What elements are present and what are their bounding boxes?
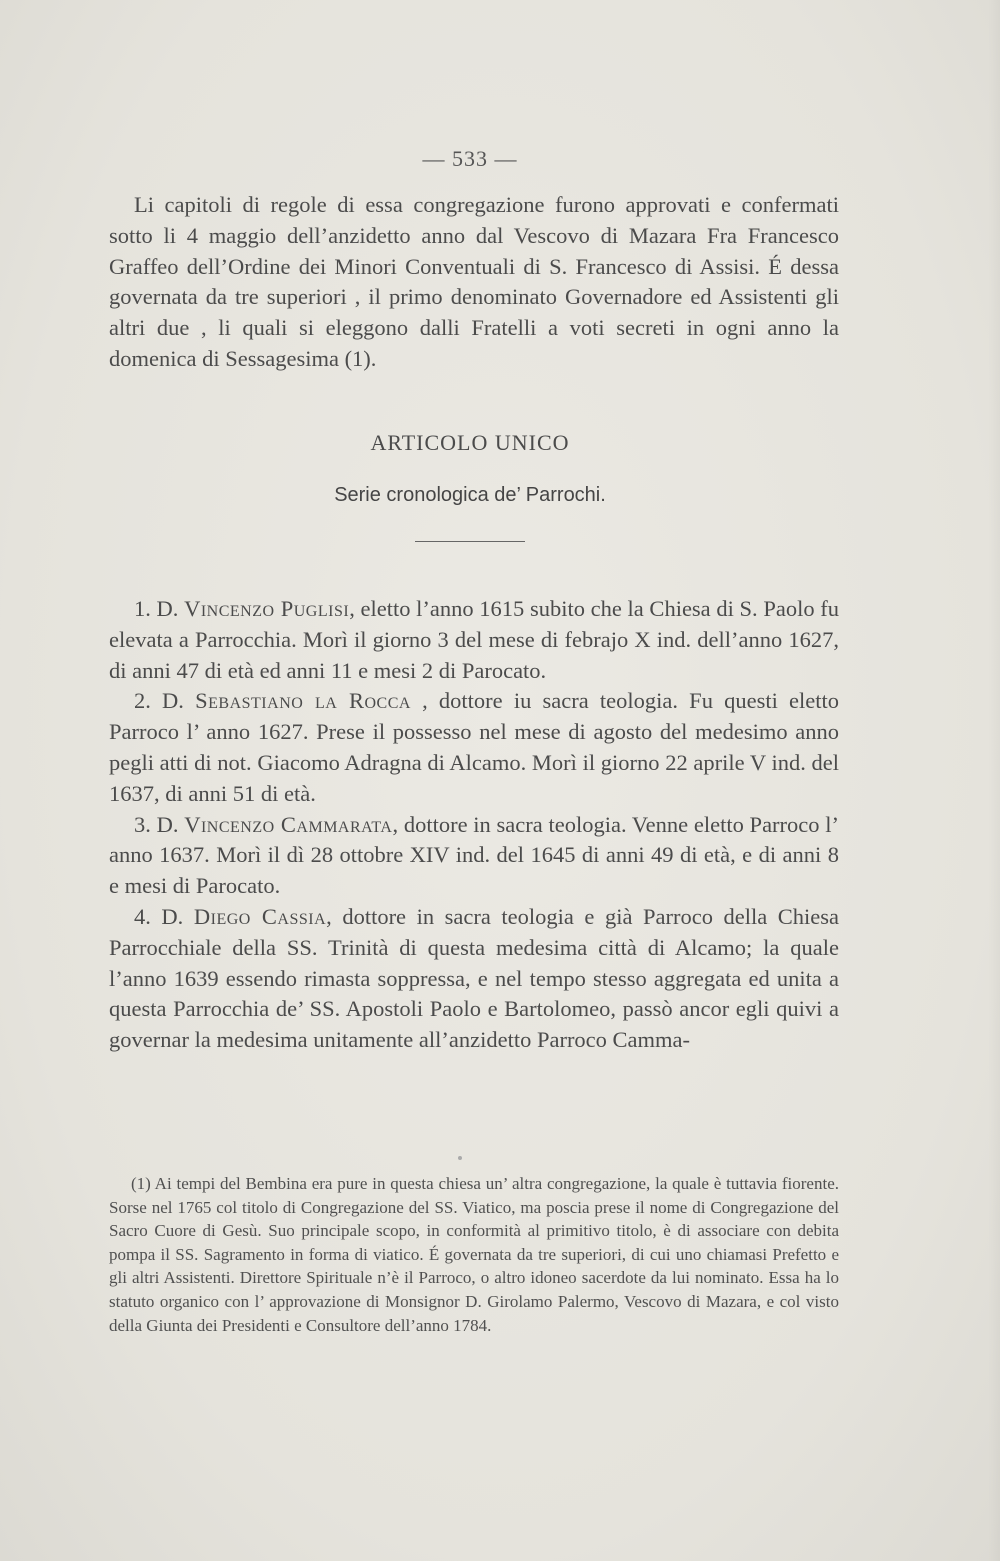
entry-number: 4. D. (134, 903, 184, 929)
list-item (109, 902, 839, 1056)
entry-name: Diego Cassia (193, 903, 327, 929)
intro-block (109, 190, 839, 375)
footnote-divider (458, 1156, 462, 1160)
parish-priest-list (109, 594, 839, 1056)
entry-number: 1. D. (134, 596, 179, 621)
entry-name: Vincenzo Cammarata (184, 811, 393, 837)
entry-name: Vincenzo Puglisi (184, 596, 350, 621)
page-edge-shade (988, 0, 1000, 1561)
entry-number: 2. D. (134, 688, 184, 714)
page-number: — 533 — (422, 146, 518, 171)
entry-text: , dottore in sacra teologia. Venne eletto Parroco l’ anno 1637. Morì il dì 28 ottobre XIV ind. del 1645 di anni 49 di età, e di anni 8 e mesi di Parocato. (109, 811, 840, 899)
entry-name: Sebastiano la Rocca (195, 688, 411, 714)
entry-text: , dottore iu sacra teologia. Fu questi eletto Parroco l’ anno 1627. Prese il possesso nel mese di agosto del medesimo anno pegli atti di not. Giacomo Adragna di Alcamo. Morì il giorno 22 aprile V ind. del 1637, di anni 51 di età. (109, 688, 840, 806)
entry-text: , eletto l’anno 1615 subito che la Chiesa di S. Paolo fu elevata a Parrocchia. Morì il giorno 3 del mese di febrajo X ind. dell’anno 1627, di anni 47 di età ed anni 11 e mesi 2 di Parocato. (109, 596, 839, 683)
section-rule (415, 541, 525, 542)
footnote: (1) Ai tempi del Bembina era pure in questa chiesa un’ altra congregazione, la quale è tuttavia fiorente. Sorse nel 1765 col titolo di Congregazione del SS. Viatico, ma poscia prese il nome di Congregazione del Sacro Cuore di Gesù. Suo principale scopo, in conformità al primitivo titolo, è di associare con debita pompa il SS. Sagramento in forma di viatico. É governata da tre superiori, di cui uno chiamasi Prefetto e gli altri Assistenti. Direttore Spirituale n’è il Parroco, o altro idoneo sacerdote da lui nominato. Essa ha lo statuto organico con l’ approvazione di Monsignor D. Girolamo Palermo, Vescovo di Mazara, e col visto della Giunta dei Presidenti e Consultore dell’anno 1784. (109, 1174, 839, 1335)
list-item (109, 594, 839, 686)
section-title: ARTICOLO UNICO (370, 430, 570, 455)
entry-number: 3. D. (134, 811, 179, 837)
list-item (109, 810, 839, 902)
intro-paragraph: Li capitoli di regole di essa congregazione furono approvati e confermati sotto li 4 maggio dell’anzidetto anno dal Vescovo di Mazara Fra Francesco Graffeo dell’Ordine dei Minori Conventuali di S. Francesco di Assisi. É dessa governata da tre superiori , il primo denominato Governadore ed Assistenti gli altri due , li quali si eleggono dalli Fratelli a voti secreti in ogni anno la domenica di Sessagesima (1). (109, 192, 839, 371)
entry-text: , dottore in sacra teologia e già Parroco della Chiesa Parrocchiale della SS. Trinità di questa medesima città di Alcamo; la quale l’anno 1639 essendo rimasta soppressa, e nel tempo stesso aggregata ed unita a questa Parrocchia de’ SS. Apostoli Paolo e Bartolomeo, passò ancor egli quivi a governar la medesima unitamente all’anzidetto Parroco Camma- (109, 903, 840, 1053)
list-item (109, 686, 839, 809)
section-subtitle: Serie cronologica de’ Parrochi. (334, 484, 606, 506)
